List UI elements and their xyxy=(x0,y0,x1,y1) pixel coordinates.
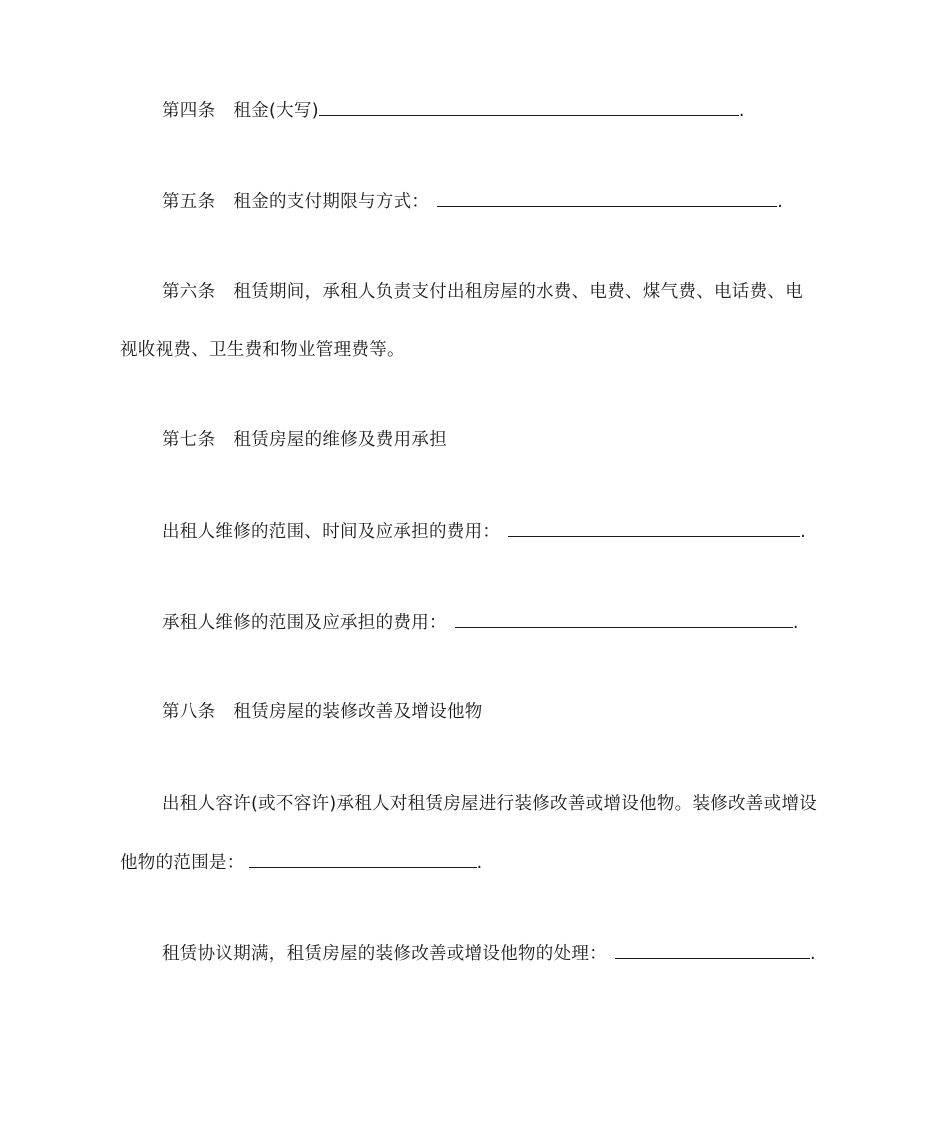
article-7 xyxy=(162,428,447,452)
article-6-number: 第六条 xyxy=(162,282,216,302)
payment-terms-blank[interactable] xyxy=(437,189,777,207)
article-4-number: 第四条 xyxy=(162,101,216,121)
lessee-repair-blank[interactable] xyxy=(455,610,793,628)
article-8-number: 第八条 xyxy=(162,702,216,722)
article-8 xyxy=(162,700,483,724)
lessee-repair-line xyxy=(162,610,799,635)
article-4 xyxy=(162,98,745,123)
article-7-number: 第七条 xyxy=(162,430,216,450)
article-5-end: . xyxy=(777,192,784,212)
improvement-scope-text: 他物的范围是： xyxy=(120,853,245,873)
improvement-permit-line: 出租人容许(或不容许)承租人对租赁房屋进行装修改善或增设他物。装修改善或增设 xyxy=(162,794,818,814)
article-8-text: 租赁房屋的装修改善及增设他物 xyxy=(233,702,483,722)
expiry-handling-end: . xyxy=(810,944,816,964)
rent-amount-blank[interactable] xyxy=(319,98,739,116)
improvement-scope-blank[interactable] xyxy=(249,850,477,868)
lessee-repair-text: 承租人维修的范围及应承担的费用： xyxy=(162,613,447,633)
article-4-end: . xyxy=(738,101,745,121)
article-6-continuation: 视收视费、卫生费和物业管理费等。 xyxy=(120,340,405,360)
article-6-text: 租赁期间，承租人负责支付出租房屋的水费、电费、煤气费、电话费、电 xyxy=(233,282,804,302)
lessee-repair-end: . xyxy=(792,613,799,633)
expiry-handling-line xyxy=(162,941,816,966)
lessor-repair-end: . xyxy=(800,522,807,542)
article-5 xyxy=(162,189,783,214)
lessor-repair-text: 出租人维修的范围、时间及应承担的费用： xyxy=(162,522,501,542)
article-5-number: 第五条 xyxy=(162,192,216,212)
expiry-handling-blank[interactable] xyxy=(615,941,810,959)
improvement-scope-end: . xyxy=(476,853,483,873)
lessor-repair-line xyxy=(162,519,806,544)
article-7-text: 租赁房屋的维修及费用承担 xyxy=(233,430,448,450)
expiry-handling-text: 租赁协议期满，租赁房屋的装修改善或增设他物的处理： xyxy=(162,944,607,964)
article-4-text: 租金(大写) xyxy=(233,101,319,121)
article-5-text: 租金的支付期限与方式： xyxy=(233,192,430,212)
article-6 xyxy=(162,280,803,304)
lessor-repair-blank[interactable] xyxy=(508,519,800,537)
improvement-scope-line xyxy=(120,850,482,875)
